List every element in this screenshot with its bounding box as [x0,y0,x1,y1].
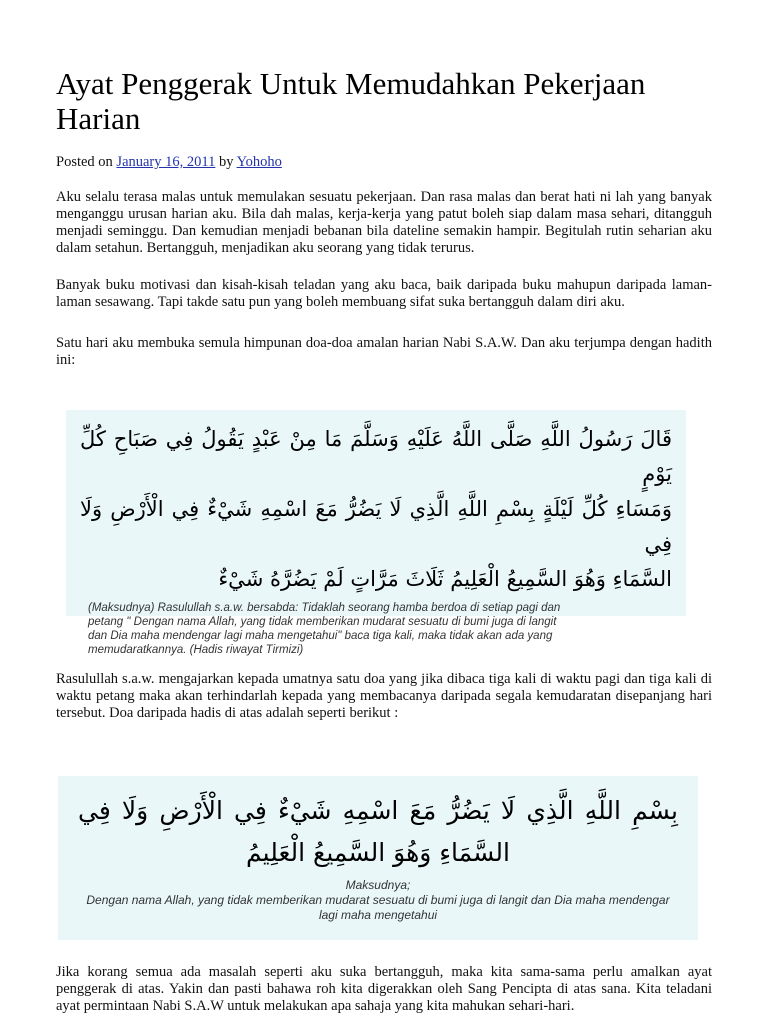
hadith-translation: (Maksudnya) Rasulullah s.a.w. bersabda: Tidaklah seorang hamba berdoa di setiap pagi dan petang " Dengan nama Allah, yang tidak memberikan mudarat sesuatu di bumi juga di langit dan Dia maha mendengar lagi maha mengetahui" baca tiga kali, maka tidak akan ada yang memudaratkannya. (Hadis riwayat Tirmizi) [88,602,561,656]
doa-arabic-line-1: بِسْمِ اللَّهِ الَّذِي لَا يَضُرُّ مَعَ اسْمِهِ شَيْءٌ فِي الْأَرْضِ وَلَا فِي [78,796,678,825]
posted-on-label: Posted on [56,154,113,170]
hadith-arabic-line-1: قَالَ رَسُولُ اللَّهِ صَلَّى اللَّهُ عَلَيْهِ وَسَلَّمَ مَا مِنْ عَبْدٍ يَقُولُ فِي صَبَاحِ كُلِّ يَوْمٍ [80,427,672,486]
doa-translation: Dengan nama Allah, yang tidak memberikan mudarat sesuatu di bumi juga di langit dan Dia maha mendengar lagi maha mengetahui [86,893,670,922]
post-meta [56,153,282,171]
paragraph-doa-explanation: Rasulullah s.a.w. mengajarkan kepada umatnya satu doa yang jika dibaca tiga kali di waktu pagi dan tiga kali di waktu petang maka akan terhindarlah kepada yang membacanya daripada segala kemudaratan disepanjang hari tersebut. Doa daripada hadis di atas adalah seperti berikut : [56,671,712,721]
paragraph-intro: Aku selalu terasa malas untuk memulakan sesuatu pekerjaan. Dan rasa malas dan berat hati ni lah yang banyak menganggu urusan harian aku. Bila dah malas, kerja-kerja yang patut boleh siap dalam masa sehari, ditangguh menjadi seminggu. Dan kemudian menjadi bebanan bila dateline semakin hampir. Begitulah rutin seharian aku dalam setahun. Bertangguh, menjadikan aku seorang yang tidak terurus. [56,189,712,256]
hadith-figure [66,410,686,656]
post-date-link[interactable]: January 16, 2011 [116,154,216,170]
author-link[interactable]: Yohoho [236,154,282,170]
post-title: Ayat Penggerak Untuk Memudahkan Pekerjaan Harian [56,66,646,136]
paragraph-hadith-intro: Satu hari aku membuka semula himpunan doa-doa amalan harian Nabi S.A.W. Dan aku terjumpa dengan hadith ini: [56,335,712,368]
hadith-arabic-line-2: وَمَسَاءِ كُلِّ لَيْلَةٍ بِسْمِ اللَّهِ الَّذِي لَا يَضُرُّ مَعَ اسْمِهِ شَيْءٌ فِي الْأَرْضِ وَلَا فِي [80,497,672,556]
by-label: by [218,154,234,170]
paragraph-motivation: Banyak buku motivasi dan kisah-kisah teladan yang aku baca, baik daripada buku mahupun daripada laman-laman sesawang. Tapi takde satu pun yang boleh membuang sifat suka bertangguh dalam diri aku. [56,277,712,310]
doa-arabic-line-2: السَّمَاءِ وَهُوَ السَّمِيعُ الْعَلِيمُ [246,838,510,867]
doa-translation-heading: Maksudnya; [345,878,411,892]
hadith-arabic-line-3: السَّمَاءِ وَهُوَ السَّمِيعُ الْعَلِيمُ ثَلَاثَ مَرَّاتٍ لَمْ يَضُرَّهُ شَيْءٌ [218,567,672,591]
paragraph-closing: Jika korang semua ada masalah seperti aku suka bertangguh, maka kita sama-sama perlu amalkan ayat penggerak di atas. Yakin dan pasti bahawa roh kita digerakkan oleh Sang Pencipta di atas sana. Kita teladani ayat permintaan Nabi S.A.W untuk melakukan apa sahaja yang kita mahukan sehari-hari. [56,964,712,1014]
doa-figure [58,776,698,940]
